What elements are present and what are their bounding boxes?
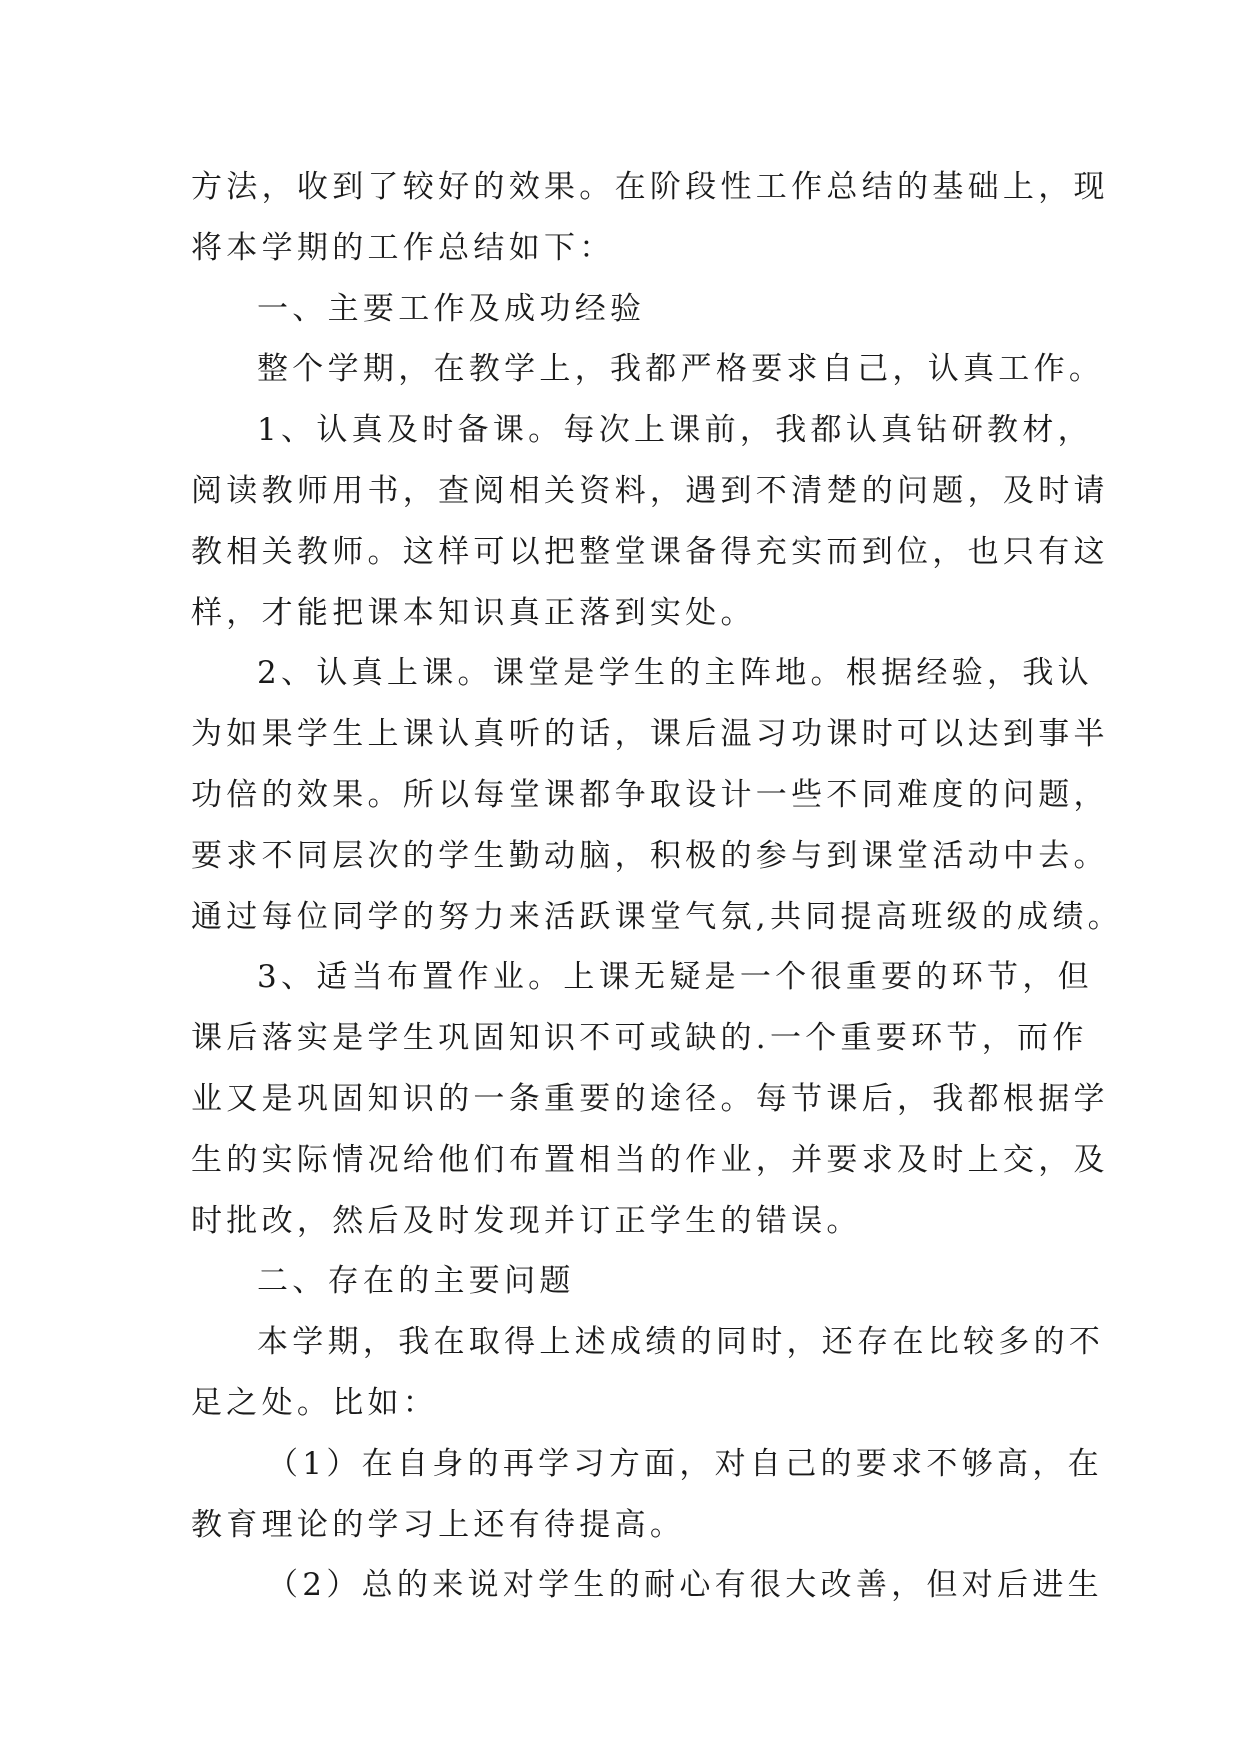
text-line: 足之处。比如： <box>191 1384 439 1421</box>
text-line: 整个学期，在教学上，我都严格要求自己，认真工作。 <box>257 351 1105 388</box>
text-line: 业又是巩固知识的一条重要的途径。每节课后，我都根据学 <box>191 1080 1109 1117</box>
text-line: 通过每位同学的努力来活跃课堂气氛,共同提高班级的成绩。 <box>191 898 1123 935</box>
text-line: 为如果学生上课认真听的话，课后温习功课时可以达到事半 <box>191 716 1109 753</box>
text-line: 功倍的效果。所以每堂课都争取设计一些不同难度的问题， <box>191 776 1109 813</box>
text-line: （2）总的来说对学生的耐心有很大改善，但对后进生 <box>267 1567 1103 1604</box>
text-line: 教育理论的学习上还有待提高。 <box>191 1506 686 1543</box>
text-line: 2、认真上课。课堂是学生的主阵地。根据经验，我认 <box>257 655 1093 692</box>
text-line: 样，才能把课本知识真正落到实处。 <box>191 594 756 631</box>
text-line: 方法，收到了较好的效果。在阶段性工作总结的基础上，现 <box>191 169 1109 205</box>
text-line: 二、存在的主要问题 <box>257 1263 575 1300</box>
text-line: 一、主要工作及成功经验 <box>257 290 646 327</box>
document-body <box>191 157 1123 1616</box>
text-line: 3、适当布置作业。上课无疑是一个很重要的环节，但 <box>257 959 1093 996</box>
text-line: 将本学期的工作总结如下： <box>191 229 615 266</box>
text-line: 阅读教师用书，查阅相关资料，遇到不清楚的问题，及时请 <box>191 472 1109 509</box>
text-line: 生的实际情况给他们布置相当的作业，并要求及时上交，及 <box>191 1141 1109 1178</box>
text-line: 本学期，我在取得上述成绩的同时，还存在比较多的不 <box>257 1324 1105 1361</box>
text-line: （1）在自身的再学习方面，对自己的要求不够高，在 <box>267 1445 1103 1482</box>
text-line: 课后落实是学生巩固知识不可或缺的.一个重要环节，而作 <box>191 1020 1088 1057</box>
text-line: 时批改，然后及时发现并订正学生的错误。 <box>191 1202 862 1239</box>
text-line: 要求不同层次的学生勤动脑，积极的参与到课堂活动中去。 <box>191 837 1109 874</box>
text-line: 教相关教师。这样可以把整堂课备得充实而到位，也只有这 <box>191 533 1109 570</box>
text-line: 1、认真及时备课。每次上课前，我都认真钻研教材， <box>257 412 1093 449</box>
